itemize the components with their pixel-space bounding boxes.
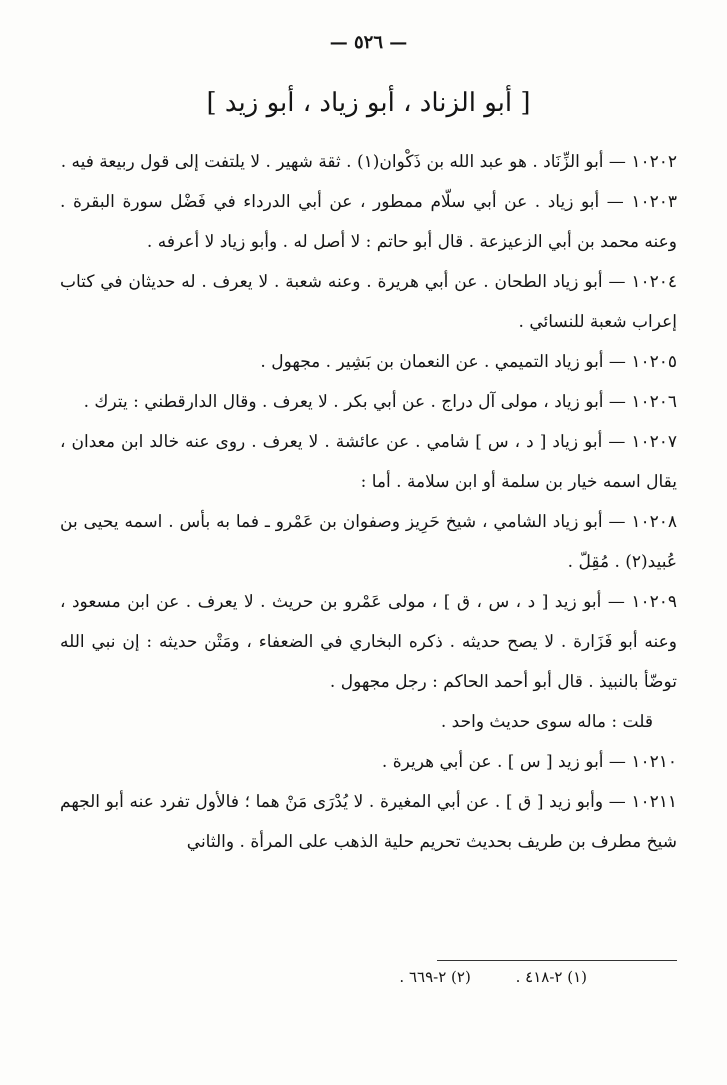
entry-10202: ١٠٢٠٢ — أبو الزِّنَاد . هو عبد الله بن ذَكْوان(١) . ثقة شهير . لا يلتفت إلى قول ربيعة فيه . <box>60 152 677 172</box>
entry-10211: ١٠٢١١ — وأبو زيد [ ق ] . عن أبي المغيرة . لا يُدْرَى مَنْ هما ؛ فالأول تفرد عنه أبو الجهم شيخ مطرف بن طريف بحديث تحريم حلية الذهب على المرأة . والثاني <box>60 792 677 852</box>
section-heading: [ أبو الزناد ، أبو زياد ، أبو زيد ] <box>206 88 531 118</box>
body-text <box>60 142 677 862</box>
entry-10207: ١٠٢٠٧ — أبو زياد [ د ، س ] شامي . عن عائشة . لا يعرف . روى عنه خالد ابن معدان ، يقال اسمه خيار بن سلمة أو ابن سلامة . أما : <box>60 432 677 492</box>
entry-10204: ١٠٢٠٤ — أبو زياد الطحان . عن أبي هريرة . وعنه شعبة . لا يعرف . له حديثان في كتاب إعراب شعبة للنسائي . <box>60 272 677 332</box>
entry-10209: ١٠٢٠٩ — أبو زيد [ د ، س ، ق ] ، مولى عَمْرو بن حريث . لا يعرف . عن ابن مسعود ، وعنه أبو فَزَارة . لا يصح حديثه . ذكره البخاري في الضعفاء ، ومَتْن حديثه : إن نبي الله توضّأ بالنبيذ . قال أبو أحمد الحاكم : رجل مجهول . <box>60 592 677 692</box>
footnote-divider <box>437 960 677 961</box>
footnote-1: (١) ٢-٤١٨ . <box>515 968 587 986</box>
entry-10203: ١٠٢٠٣ — أبو زياد . عن أبي سلّام ممطور ، عن أبي الدرداء في فَضْل سورة البقرة . وعنه محمد بن أبي الزعيزعة . قال أبو حاتم : لا أصل له . وأبو زياد لا أعرفه . <box>60 192 677 252</box>
entry-10205: ١٠٢٠٥ — أبو زياد التميمي . عن النعمان بن بَشِير . مجهول . <box>260 352 677 372</box>
entry-10210: ١٠٢١٠ — أبو زيد [ س ] . عن أبي هريرة . <box>381 752 677 772</box>
book-page <box>60 0 677 1085</box>
entry-10206: ١٠٢٠٦ — أبو زياد ، مولى آل دراج . عن أبي بكر . لا يعرف . وقال الدارقطني : يترك . <box>83 392 677 412</box>
author-note: قلت : ماله سوى حديث واحد . <box>440 712 653 732</box>
entry-10208: ١٠٢٠٨ — أبو زياد الشامي ، شيخ حَرِيز وصفوان بن عَمْرو ـ فما به بأس . اسمه يحيى بن عُبيد(٢) . مُقِلّ . <box>60 512 677 572</box>
page-number: — ٥٢٦ — <box>329 32 408 53</box>
footnotes <box>359 968 587 986</box>
footnote-2: (٢) ٢-٦٦٩ . <box>399 968 471 986</box>
